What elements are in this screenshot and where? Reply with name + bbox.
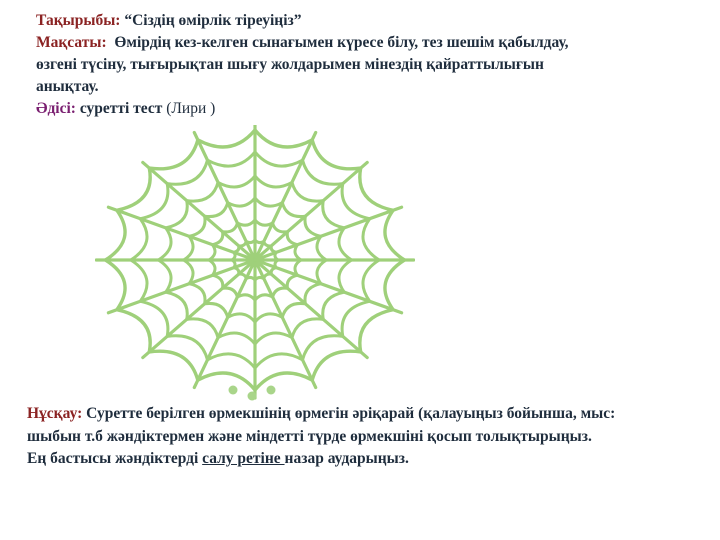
dot-3 (267, 386, 276, 395)
goal-line-2: өзгені түсіну, тығырықтан шығу жолдарымен мінездің қайраттылығын (36, 56, 544, 73)
goal-line-3: анықтау. (36, 78, 99, 95)
goal-label: Мақсаты: (36, 34, 107, 51)
goal-line-1 (36, 32, 686, 54)
dot-1 (229, 386, 238, 395)
instruction-line-2: шыбын т.б жәндіктермен және міндетті түрде өрмекшіні қосып толықтырыңыз. (27, 427, 592, 445)
topic-label: Тақырыбы: (36, 12, 121, 29)
instruction-line-1 (27, 403, 707, 426)
dot-2 (248, 392, 257, 401)
method-value: суретті тест (79, 100, 163, 117)
instruction-text-1: Суретте берілген өрмекшінің өрмегін әріқарай (қалауыңыз бойынша, мыс: (86, 405, 616, 422)
instruction-line-3 (27, 448, 707, 471)
header-text (36, 10, 686, 120)
goal-text-1: Өмірдің кез-келген сынағымен күресе білу, тез шешім қабылдау, (114, 34, 569, 51)
method-label: Әдісі: (36, 100, 76, 117)
instruction-text-3b: назар аударыңыз. (284, 450, 409, 467)
method-paren: (Лири ) (166, 100, 216, 117)
instruction-text (27, 403, 707, 471)
spider-web-icon (95, 125, 415, 405)
method-line (36, 98, 686, 120)
instruction-text-3a: Ең бастысы жәндіктерді (27, 450, 199, 467)
topic-value: “Сіздің өмірлік тіреуіңіз” (124, 12, 302, 29)
topic-line (36, 10, 686, 32)
instruction-underlined: салу ретіне (202, 450, 285, 467)
instruction-label: Нұсқау: (27, 405, 83, 422)
spider-web (96, 125, 413, 398)
